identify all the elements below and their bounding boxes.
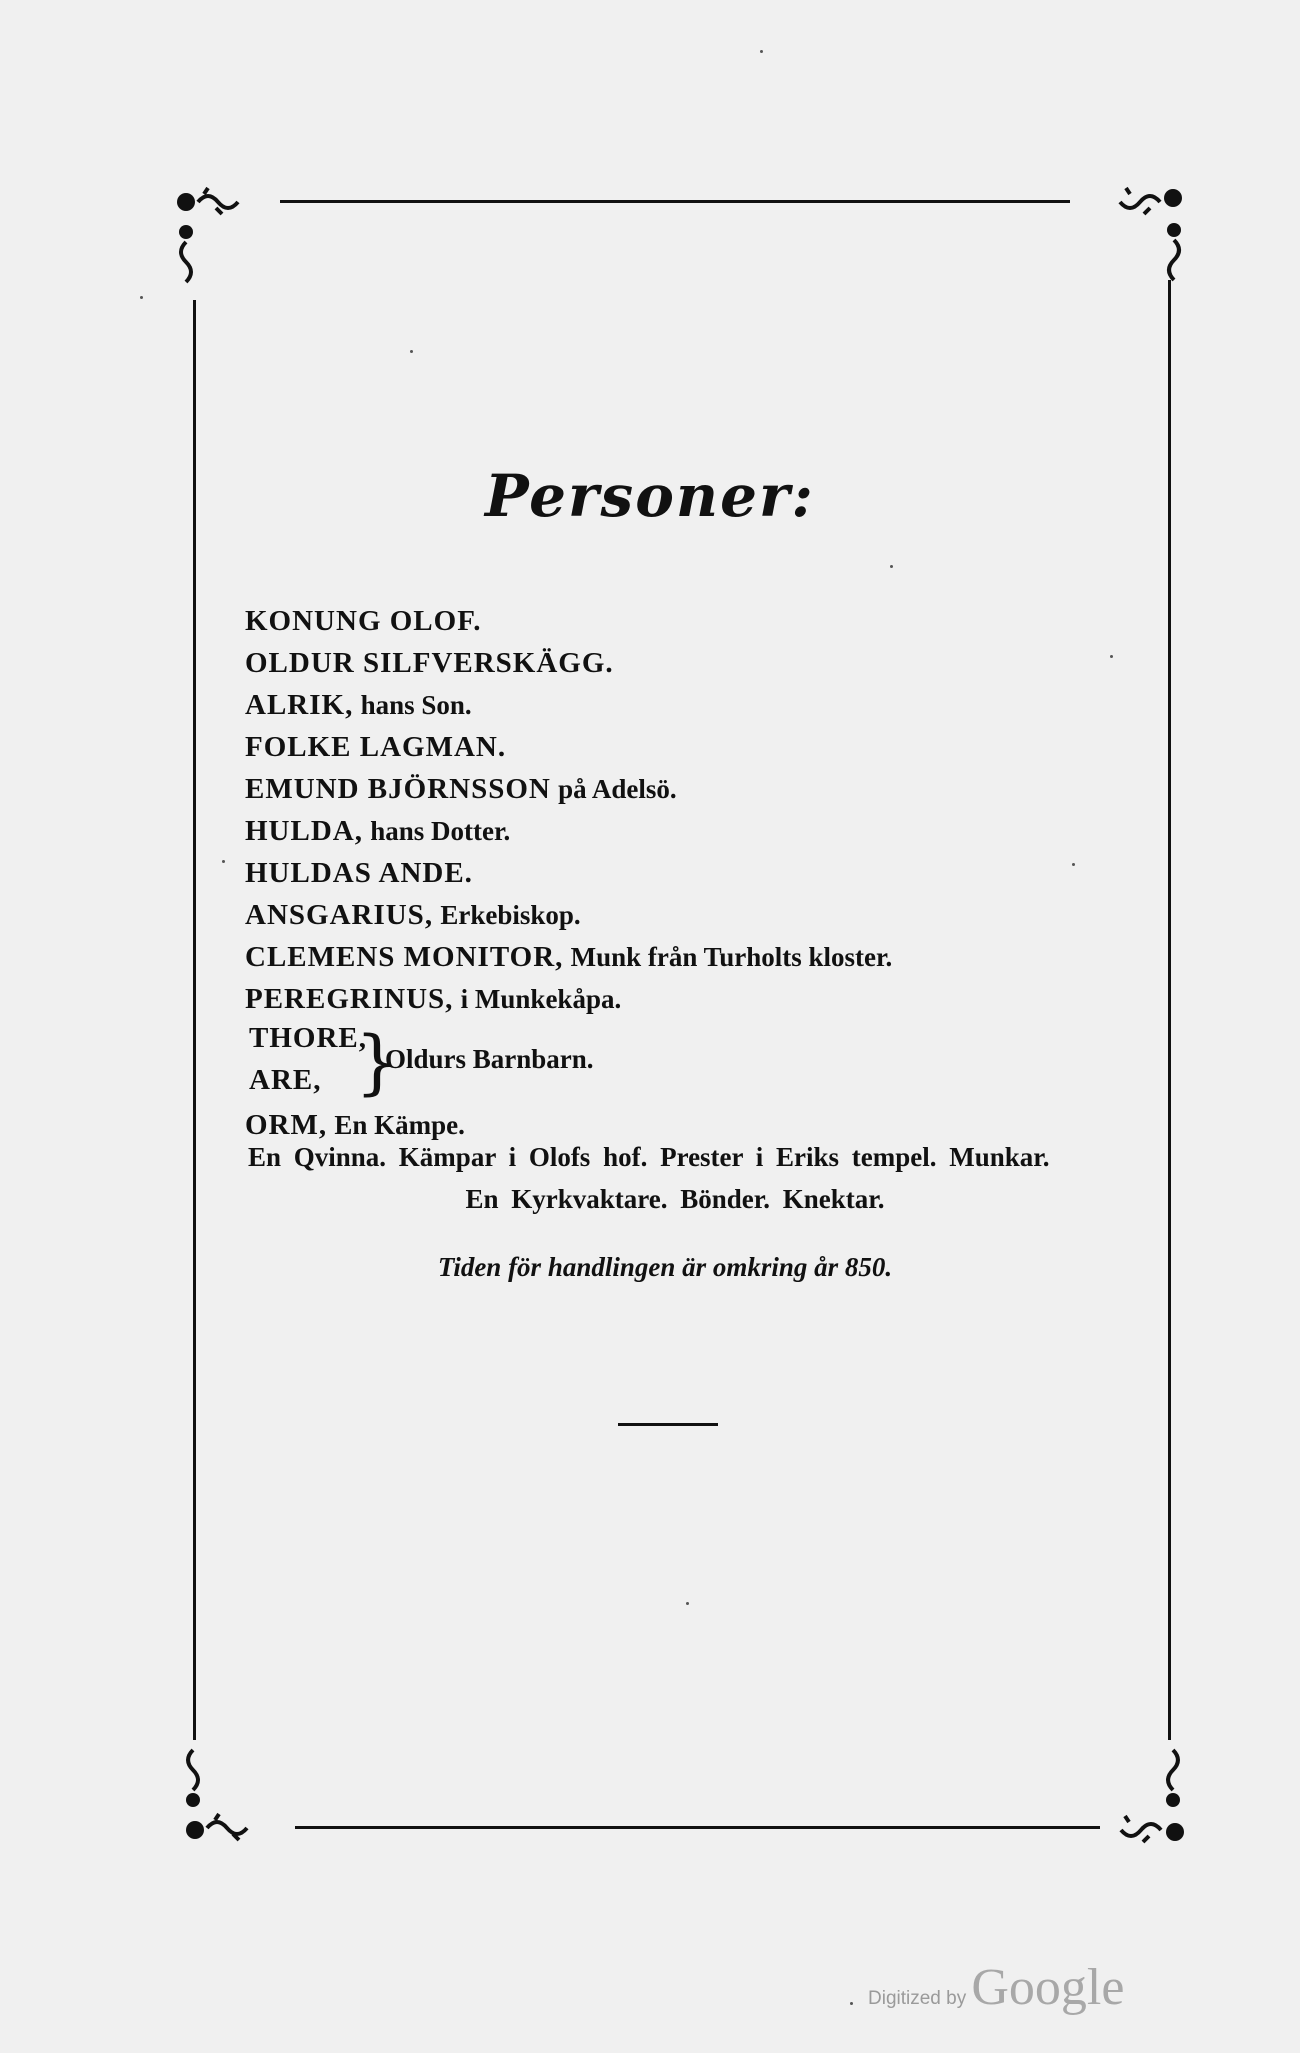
cast-name: ALRIK, <box>245 689 354 721</box>
frame-bottom-line <box>295 1826 1100 1829</box>
floral-corner-icon <box>175 1740 285 1850</box>
brace-icon: } <box>355 1021 400 1103</box>
list-item <box>245 936 1125 978</box>
digitized-watermark <box>868 1958 1124 2017</box>
cast-name: PEREGRINUS, <box>245 983 454 1015</box>
extras-line-2: En Kyrkvaktare. Bönder. Knektar. <box>465 1184 885 1214</box>
list-item <box>245 642 1125 684</box>
brace-group <box>245 1020 1125 1104</box>
scan-speck <box>140 296 143 299</box>
watermark-brand: Google <box>971 1959 1125 2016</box>
list-item <box>245 684 1125 726</box>
scan-speck <box>686 1602 689 1605</box>
cast-desc: Oldurs Barnbarn. <box>385 1044 594 1074</box>
floral-corner-icon <box>1080 180 1190 290</box>
cast-desc: Munk från Turholts kloster. <box>570 942 893 972</box>
scan-speck <box>760 50 763 53</box>
cast-name: HULDA, <box>245 815 363 847</box>
cast-desc: Erkebiskop. <box>440 900 581 930</box>
cast-desc: på Adelsö. <box>558 774 677 804</box>
floral-corner-icon <box>1085 1740 1195 1850</box>
scan-speck <box>890 565 893 568</box>
watermark-prefix: Digitized by <box>868 1988 967 2009</box>
list-item <box>245 810 1125 852</box>
list-item <box>245 1104 1125 1146</box>
cast-list <box>245 600 1125 1146</box>
cast-name: ANSGARIUS, <box>245 899 434 931</box>
extras-line-1: En Qvinna. Kämpar i Olofs hof. Prester i Eriks tempel. Munkar. <box>248 1142 1050 1172</box>
cast-name: CLEMENS MONITOR, <box>245 941 564 973</box>
time-note: Tiden för handlingen är omkring år 850. <box>437 1252 893 1282</box>
list-item <box>245 894 1125 936</box>
frame-top-line <box>280 200 1070 203</box>
cast-name: ARE, <box>249 1064 322 1096</box>
cast-desc: En Kämpe. <box>334 1110 465 1140</box>
scan-speck <box>222 860 225 863</box>
list-item <box>245 852 1125 894</box>
scan-speck <box>410 350 413 353</box>
list-item <box>245 600 1125 642</box>
cast-name: EMUND BJÖRNSSON <box>245 773 551 805</box>
cast-desc: hans Son. <box>360 690 472 720</box>
cast-desc: i Munkekåpa. <box>460 984 622 1014</box>
scan-speck <box>850 2002 853 2005</box>
cast-name: KONUNG OLOF. <box>245 605 482 637</box>
list-item <box>245 768 1125 810</box>
cast-name: OLDUR SILFVERSKÄGG. <box>245 647 614 679</box>
floral-corner-icon <box>172 180 282 290</box>
list-item <box>245 726 1125 768</box>
list-item <box>245 978 1125 1020</box>
divider <box>618 1423 718 1426</box>
cast-desc: hans Dotter. <box>370 816 511 846</box>
cast-name: THORE, <box>249 1022 367 1054</box>
cast-name: HULDAS ANDE. <box>245 857 473 889</box>
scan-speck <box>1072 863 1075 866</box>
page-heading: Personer: <box>485 462 815 530</box>
scan-speck <box>1110 655 1113 658</box>
cast-name: ORM, <box>245 1109 328 1141</box>
cast-name: FOLKE LAGMAN. <box>245 731 507 763</box>
